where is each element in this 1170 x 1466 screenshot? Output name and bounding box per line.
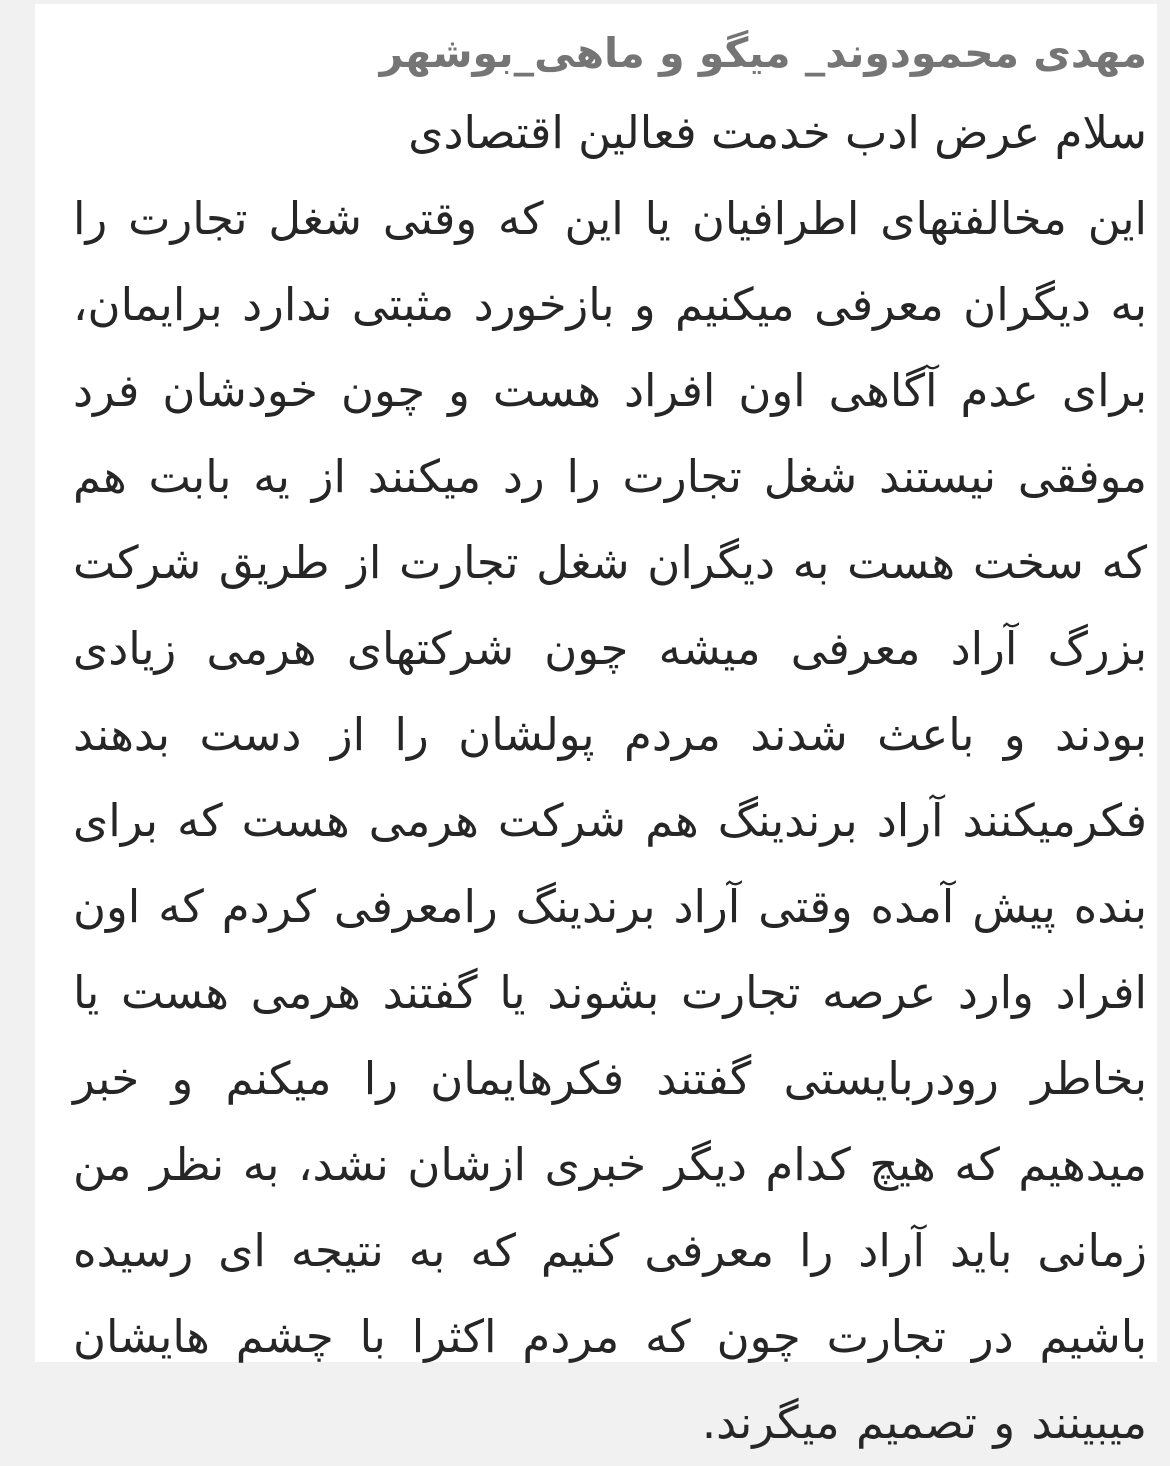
content-card	[35, 4, 1157, 1449]
post-author-title: مهدی محمودوند_ میگو و ماهی_بوشهر	[379, 29, 1147, 77]
greeting-line: سلام عرض ادب خدمت فعالین اقتصادی	[408, 106, 1147, 159]
post-body: این مخالفتهای اطرافیان یا این که وقتی شغل تجارت را به دیگران معرفی میکنیم و بازخورد مثبتی ندارد برایمان، برای عدم آگاهی اون افراد هست و چون خودشان فرد موفقی نیستند شغل تجارت را رد میکنند از یه بابت هم که سخت هست به دیگران شغل تجارت از طریق شرکت بزرگ آراد معرفی میشه چون شرکتهای هرمی زیادی بودند و باعث شدند مردم پولشان را از دست بدهند فکرمیکنند آراد برندینگ هم شرکت هرمی هست که برای بنده پیش آمده وقتی آراد برندینگ رامعرفی کردم که اون افراد وارد عرصه تجارت بشوند یا گفتند هرمی هست یا بخاطر رودربایستی گفتند فکرهایمان را میکنم و خبر میدهیم که هیچ کدام دیگر خبری ازشان نشد، به نظر من زمانی باید آراد را معرفی کنیم که به نتیجه ای رسیده باشیم در تجارت چون که مردم اکثرا با چشم هایشان میبینند و تصمیم میگرند.	[73, 192, 1147, 1449]
